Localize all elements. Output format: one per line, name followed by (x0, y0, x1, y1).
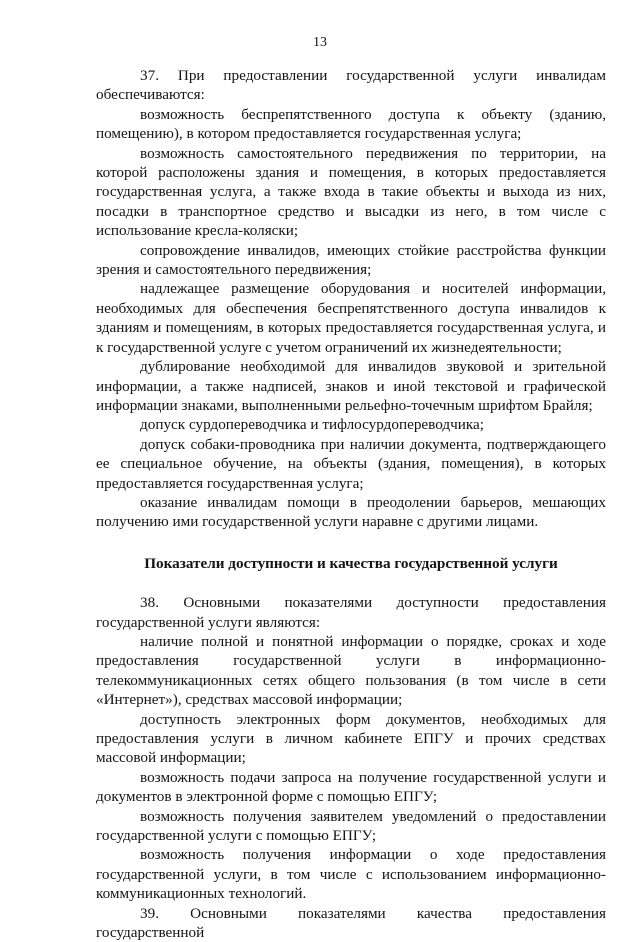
section-38-item-3: возможность подачи запроса на получение государственной услуги и документов в электронной форме с помощью ЕПГУ; (96, 768, 606, 806)
section-38-item-4: возможность получения заявителем уведомлений о предоставлении государственной услуги с помощью ЕПГУ; (96, 807, 606, 845)
section-38-item-1: наличие полной и понятной информации о порядке, сроках и ходе предоставления государственной услуги в информационно-телекоммуникационных сетях общего пользования (в том числе в сети «Интернет»), средствах массовой информации; (96, 632, 606, 709)
section-37-item-7: допуск собаки-проводника при наличии документа, подтверждающего ее специальное обучение, на объекты (здания, помещения), в которых предоставляется государственная услуга; (96, 435, 606, 492)
section-39 (96, 904, 606, 942)
section-heading: Показатели доступности и качества государственной услуги (144, 554, 558, 572)
section-37-intro: 37. При предоставлении государственной услуги инвалидам обеспечиваются: (96, 67, 606, 104)
section-37-item-6: допуск сурдопереводчика и тифлосурдопереводчика; (140, 416, 484, 434)
section-37-item-4: надлежащее размещение оборудования и носителей информации, необходимых для обеспечения беспрепятственного доступа инвалидов к зданиям и помещениям, в которых предоставляется государственная услуга, и к государственной услуге с учетом ограничений их жизнедеятельности; (96, 280, 606, 356)
section-38-item-5: возможность получения информации о ходе предоставления государственной услуги, в том числе с использованием информационно-коммуникационных технологий. (96, 846, 606, 903)
page-number: 13 (313, 35, 327, 50)
section-37-item-3: сопровождение инвалидов, имеющих стойкие расстройства функции зрения и самостоятельного передвижения; (96, 241, 606, 279)
section-37 (96, 66, 606, 532)
section-38-intro: 38. Основными показателями доступности предоставления государственной услуги являются: (96, 594, 606, 631)
section-38 (96, 593, 606, 904)
section-37-item-5: дублирование необходимой для инвалидов звуковой и зрительной информации, а также надписей, знаков и иной текстовой и графической информации знаками, выполненными рельефно-точечным шрифтом Брайля; (96, 358, 606, 414)
section-37-item-1: возможность беспрепятственного доступа к объекту (зданию, помещению), в котором предоставляется государственная услуга; (96, 105, 606, 143)
section-39-intro: 39. Основными показателями качества предоставления государственной (96, 904, 606, 942)
section-37-item-8: оказание инвалидам помощи в преодолении барьеров, мешающих получению ими государственной услуги наравне с другими лицами. (96, 493, 606, 531)
section-38-item-2: доступность электронных форм документов, необходимых для предоставления услуги в личном кабинете ЕПГУ и прочих средствах массовой информации; (96, 710, 606, 767)
section-37-item-2: возможность самостоятельного передвижения по территории, на которой расположены здания и помещения, в которых предоставляется государственная услуга, а также входа в такие объекты и выхода из них, посадки в транспортное средство и высадки из него, в том числе с использование кресла-коляски; (96, 144, 606, 240)
